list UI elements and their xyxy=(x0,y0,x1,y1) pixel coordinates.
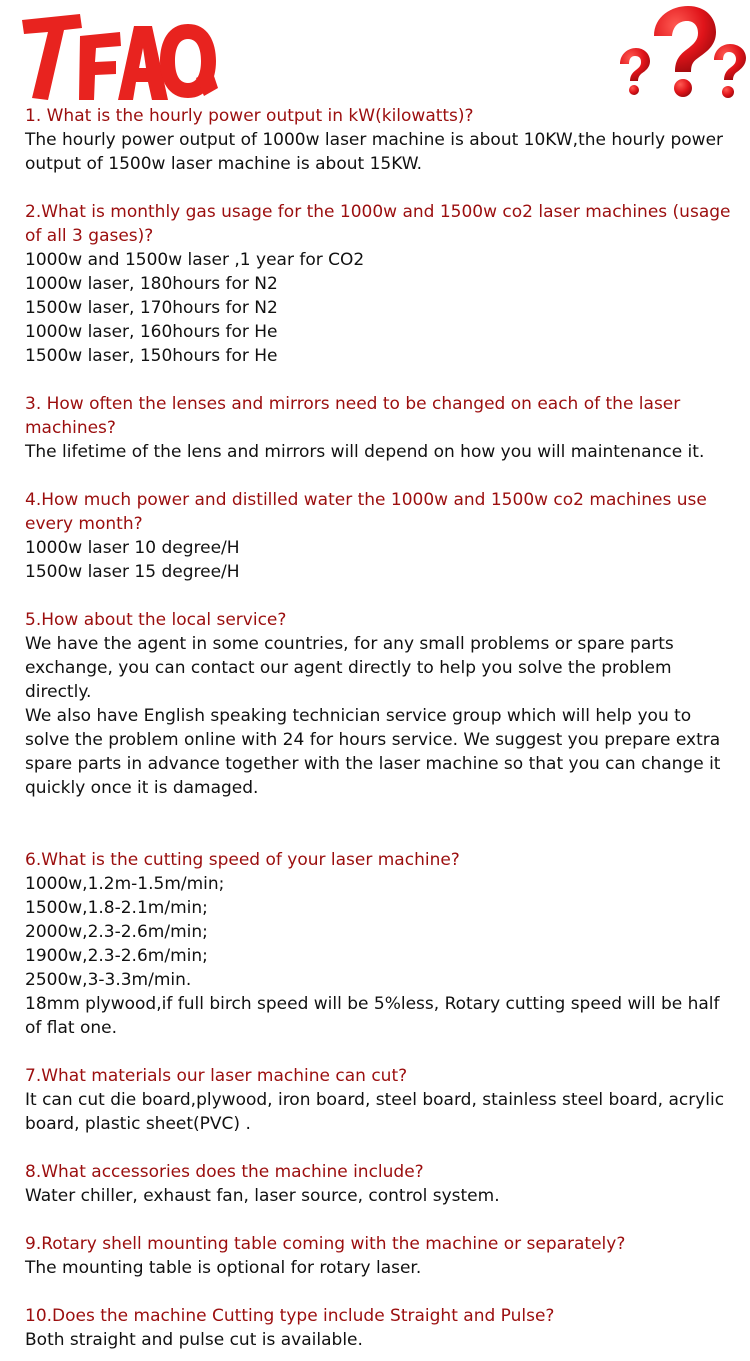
answer-line: 1000w,1.2m-1.5m/min; xyxy=(25,874,225,894)
faq-answer xyxy=(25,1184,737,1208)
faq-answer xyxy=(25,1256,737,1280)
faq-question: 1. What is the hourly power output in kW(kilowatts)? xyxy=(25,106,474,126)
answer-line: 1500w laser 15 degree/H xyxy=(25,562,240,582)
answer-line: It can cut die board,plywood, iron board, steel board, stainless steel board, acrylic board, plastic sheet(PVC) . xyxy=(25,1090,725,1134)
faq-item-9 xyxy=(25,1232,737,1280)
faq-answer xyxy=(25,248,737,368)
faq-answer xyxy=(25,1088,737,1136)
faq-answer xyxy=(25,128,737,176)
answer-line: The lifetime of the lens and mirrors will depend on how you will maintenance it. xyxy=(25,442,705,462)
answer-line: The hourly power output of 1000w laser machine is about 10KW,the hourly power output of 1500w laser machine is about 15KW. xyxy=(25,130,724,174)
answer-line: 1000w laser 10 degree/H xyxy=(25,538,240,558)
faq-item-2 xyxy=(25,200,737,368)
faq-question: 9.Rotary shell mounting table coming with the machine or separately? xyxy=(25,1234,626,1254)
faq-item-1 xyxy=(25,104,737,176)
faq-question: 5.How about the local service? xyxy=(25,610,287,630)
faq-item-6 xyxy=(25,848,737,1040)
answer-line: 1000w and 1500w laser ,1 year for CO2 xyxy=(25,250,365,270)
faq-logo xyxy=(18,6,218,106)
faq-item-3 xyxy=(25,392,737,464)
faq-question: 2.What is monthly gas usage for the 1000w and 1500w co2 laser machines (usage of all 3 gases)? xyxy=(25,202,731,246)
faq-question: 7.What materials our laser machine can cut? xyxy=(25,1066,408,1086)
answer-line: We also have English speaking technician service group which will help you to solve the problem online with 24 for hours service. We suggest you prepare extra spare parts in advance together with the laser machine so that you can change it quickly once it is damaged. xyxy=(25,706,721,798)
answer-line: 1900w,2.3-2.6m/min; xyxy=(25,946,208,966)
answer-line: The mounting table is optional for rotary laser. xyxy=(25,1258,422,1278)
answer-line: 2500w,3-3.3m/min. xyxy=(25,970,192,990)
faq-question: 8.What accessories does the machine include? xyxy=(25,1162,424,1182)
faq-question: 4.How much power and distilled water the 1000w and 1500w co2 machines use every month? xyxy=(25,490,707,534)
faq-item-5 xyxy=(25,608,737,800)
faq-item-10 xyxy=(25,1304,737,1352)
answer-line: 1000w laser, 180hours for N2 xyxy=(25,274,278,294)
answer-line: Water chiller, exhaust fan, laser source, control system. xyxy=(25,1186,500,1206)
answer-line: 2000w,2.3-2.6m/min; xyxy=(25,922,208,942)
faq-answer xyxy=(25,872,737,1040)
faq-list xyxy=(25,104,737,1352)
faq-answer xyxy=(25,1328,737,1352)
faq-answer xyxy=(25,440,737,464)
answer-line: We have the agent in some countries, for any small problems or spare parts exchange, you can contact our agent directly to help you solve the problem directly. xyxy=(25,634,674,702)
faq-question: 6.What is the cutting speed of your laser machine? xyxy=(25,850,460,870)
faq-answer xyxy=(25,536,737,584)
answer-line: 1000w laser, 160hours for He xyxy=(25,322,278,342)
faq-question: 10.Does the machine Cutting type include Straight and Pulse? xyxy=(25,1306,555,1326)
faq-question: 3. How often the lenses and mirrors need to be changed on each of the laser machines? xyxy=(25,394,681,438)
answer-line: Both straight and pulse cut is available. xyxy=(25,1330,363,1350)
answer-line: 1500w laser, 150hours for He xyxy=(25,346,278,366)
faq-answer xyxy=(25,632,737,800)
answer-line: 1500w,1.8-2.1m/min; xyxy=(25,898,208,918)
answer-line: 18mm plywood,if full birch speed will be 5%less, Rotary cutting speed will be half of flat one. xyxy=(25,994,720,1038)
faq-item-7 xyxy=(25,1064,737,1136)
answer-line: 1500w laser, 170hours for N2 xyxy=(25,298,278,318)
faq-item-4 xyxy=(25,488,737,584)
faq-item-8 xyxy=(25,1160,737,1208)
question-marks-icon xyxy=(612,0,750,110)
